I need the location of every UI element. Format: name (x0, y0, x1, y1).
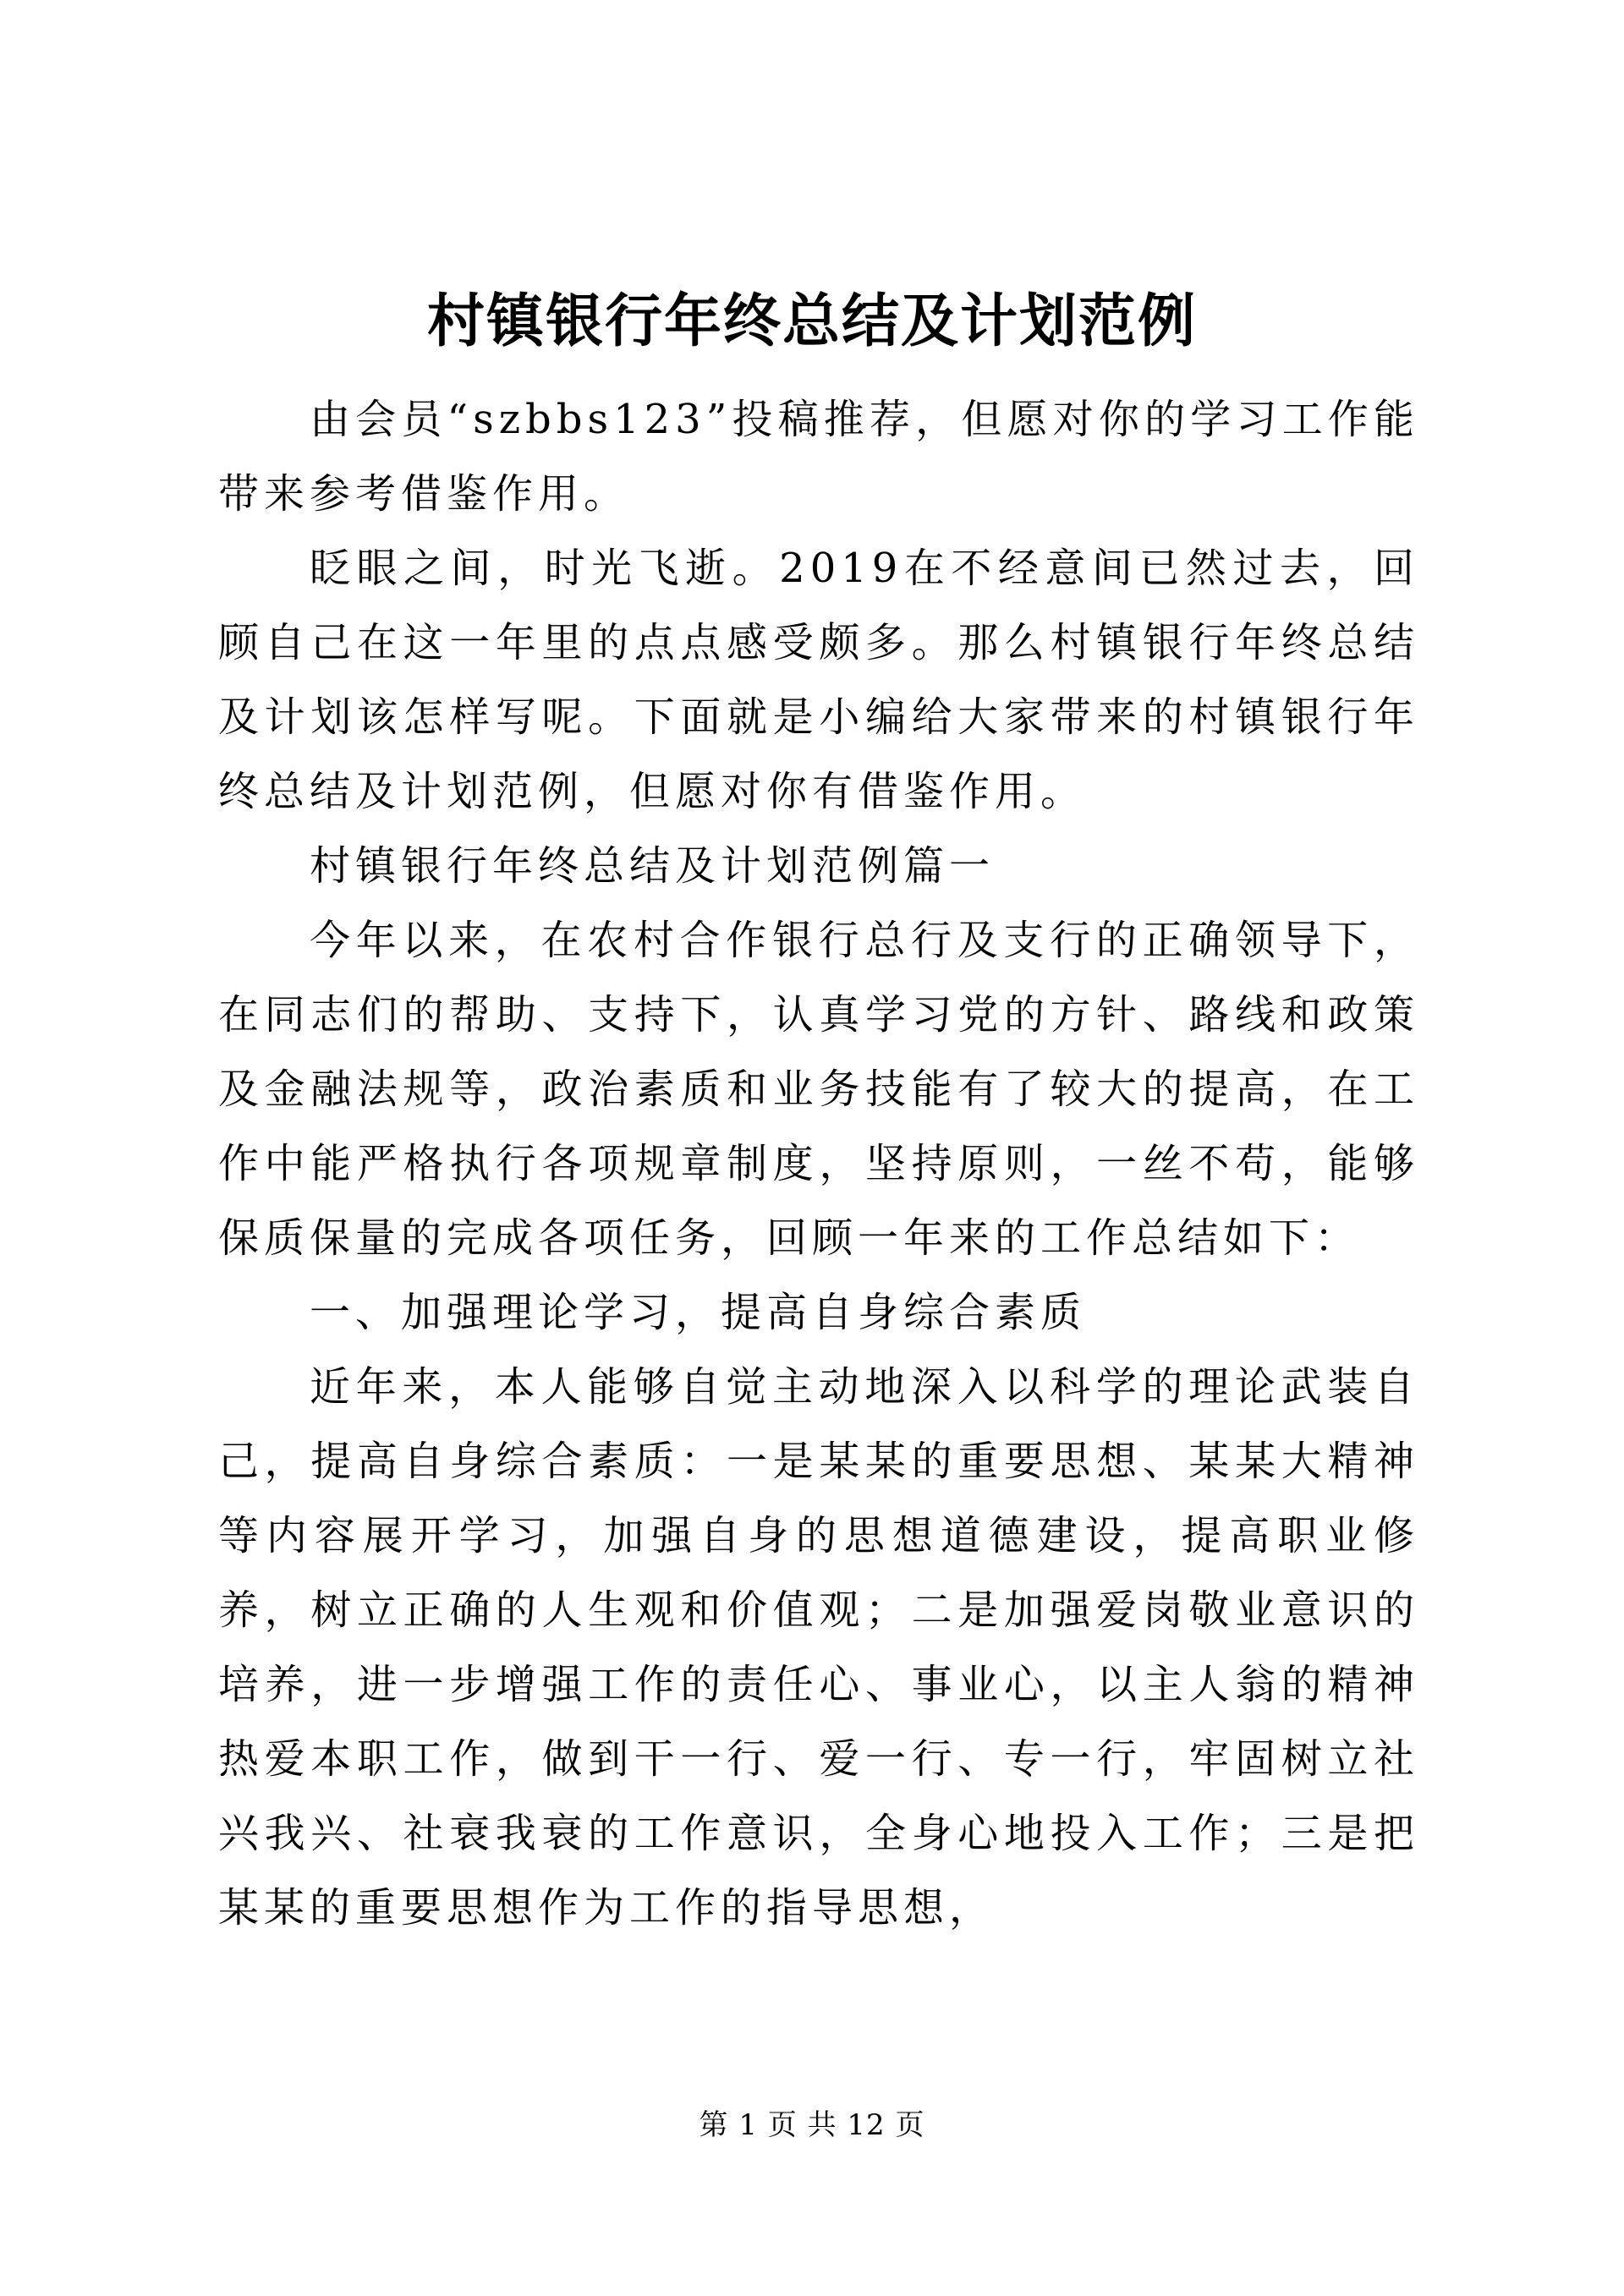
section-heading-part-one: 村镇银行年终总结及计划范例篇一 (310, 842, 996, 890)
paragraph-overview: 今年以来，在农村合作银行总行及支行的正确领导下，在同志们的帮助、支持下，认真学习党的方针、路线和政策及金融法规等，政治素质和业务技能有了较大的提高，在工作中能严格执行各项规章制度，坚持原则，一丝不苟，能够保质保量的完成各项任务，回顾一年来的工作总结如下： (218, 917, 1419, 1262)
paragraph-intro: 由会员“szbbs123”投稿推荐，但愿对你的学习工作能带来参考借鉴作用。 (218, 396, 1419, 518)
paragraph-theory-study: 近年来，本人能够自觉主动地深入以科学的理论武装自己，提高自身综合素质：一是某某的重要思想、某某大精神等内容展开学习，加强自身的思想道德建设，提高职业修养，树立正确的人生观和价值观；二是加强爱岗敬业意识的培养，进一步增强工作的责任心、事业心，以主人翁的精神热爱本职工作，做到干一行、爱一行、专一行，牢固树立社兴我兴、社衰我衰的工作意识，全身心地投入工作；三是把某某的重要思想作为工作的指导思想， (218, 1363, 1419, 1932)
page-number-footer: 第 1 页 共 12 页 (699, 2108, 925, 2142)
paragraph-opening: 眨眼之间，时光飞逝。2019在不经意间已然过去，回顾自己在这一年里的点点感受颇多。那么村镇银行年终总结及计划该怎样写呢。下面就是小编给大家带来的村镇银行年终总结及计划范例，但愿对你有借鉴作用。 (218, 545, 1419, 815)
section-heading-theory-study: 一、加强理论学习，提高自身综合素质 (310, 1289, 1087, 1336)
document-body (218, 382, 1419, 1945)
document-title: 村镇银行年终总结及计划范例 (426, 288, 1197, 355)
